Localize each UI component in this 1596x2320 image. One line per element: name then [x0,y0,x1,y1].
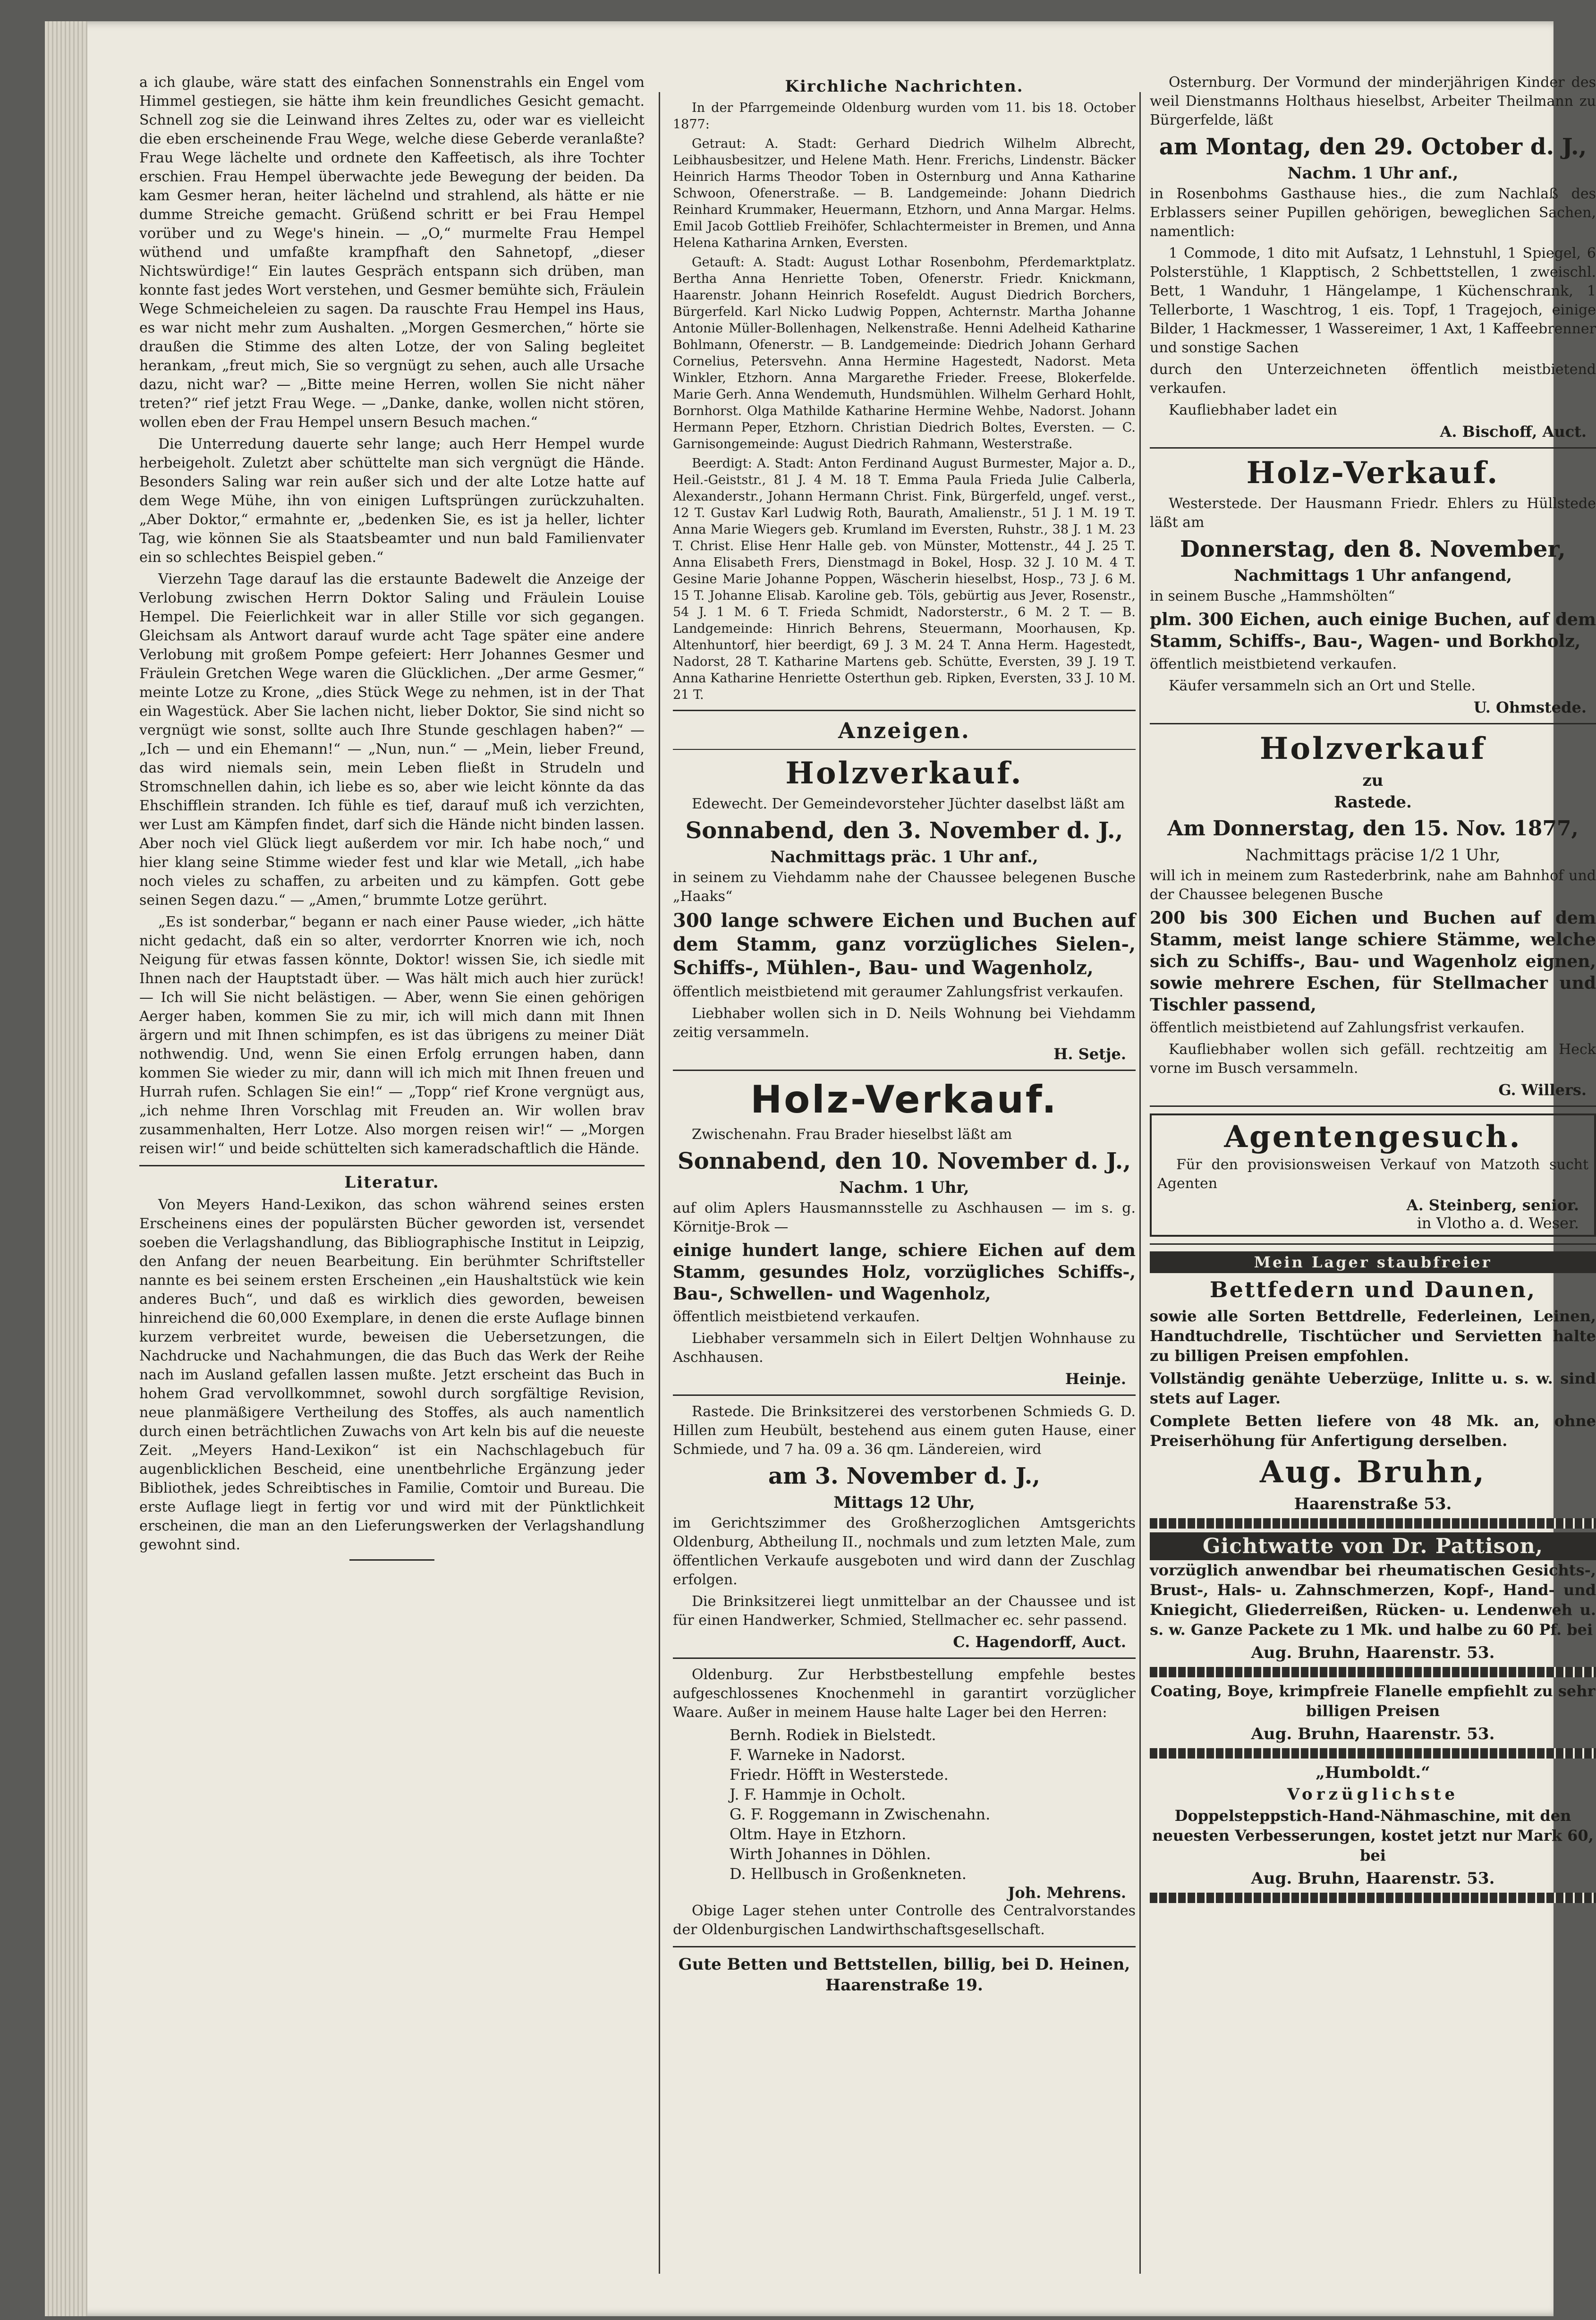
church-getauft: Getauft: A. Stadt: August Lothar Rosenbohm, Pferdemarktplatz. Bertha Anna Henriette Toben, Ofenerstr. Friedr. Knickmann, Haarenstr. Johann Heinrich Rosefeldt. August Diedrich Borchers, Bürgerfeld. Karl Nicko Ludwig Poppen, Achternstr. Martha Johanne Antonie Müller-Bollenhagen, Nelkenstraße. Henni Adelheid Katharine Bohlmann, Ofenerstr. — B. Landgemeinde: Diedrich Johann Gerhard Cornelius, Petersvehn. Anna Hermine Hagestedt, Nadorst. Meta Winkler, Etzhorn. Anna Margarethe Frieder. Freese, Blokerfelde. Marie Gerh. Anna Wendemuth, Hundsmühlen. Wilhelm Gerhard Hohlt, Bornhorst. Olga Mathilde Katharine Hermine Wehbe, Nadorst. Johann Hermann Peper, Etzhorn. Christian Diedrich Boltes, Eversten. — C. Garnisongemeinde: August Diedrich Rahmann, Westerstraße. [673,255,1136,451]
ad-terms: öffentlich meistbietend verkaufen. [1150,656,1397,672]
ad-intro: Westerstede. Der Hausmann Friedr. Ehlers zu Hüllstede läßt am [1150,495,1596,531]
ad-goods: 300 lange schwere Eichen und Buchen auf dem Stamm, ganz vorzügliches Sielen-, Schiffs-, Mühlen-, Bau- und Wagenholz, [673,909,1136,979]
divider [673,710,1136,711]
divider [673,1070,1136,1071]
ad-date: Sonnabend, den 10. November d. J., [677,1148,1131,1174]
ad-signature: Aug. Bruhn, Haarenstr. 53. [1251,1869,1495,1888]
ad-title: „Humboldt.“ [1316,1763,1430,1782]
ad-terms: öffentlich meistbietend auf Zahlungsfrist verkaufen. [1150,1020,1525,1036]
ad-date: Sonnabend, den 3. November d. J., [685,817,1123,844]
ad-place: in seinem zu Viehdamm nahe der Chaussee belegenen Busche „Haaks“ [673,869,1136,905]
ad-date: am Montag, den 29. October d. J., [1159,134,1587,160]
ad-meet: Liebhaber versammeln sich in Eilert Deltjen Wohnhause zu Aschhausen. [673,1330,1136,1366]
hatched-rule [1150,1748,1596,1759]
ad-signature: A. Steinberg, senior. [1406,1196,1579,1214]
divider [673,1657,1136,1659]
ads-heading: Anzeigen. [838,718,970,743]
ad-time: Nachmittags präc. 1 Uhr anf., [770,848,1038,867]
newspaper-page [45,21,1596,2316]
ad-text: Vollständig genähte Ueberzüge, Inlitte u. s. w. sind stets auf Lager. [1150,1369,1596,1407]
ad-signature: G. Willers. [1498,1081,1587,1099]
ad-signature: U. Ohmstede. [1473,698,1587,716]
church-beerdigt: Beerdigt: A. Stadt: Anton Ferdinand August Burmester, Major a. D., Heil.-Geiststr., 81 J. 4 M. 18 T. Emma Paula Frieda Julie Calberla, Alexanderstr., Johann Hermann Christ. Fink, Bürgerfeld, ungef. verst., 12 T. Gustav Karl Ludwig Roth, Baurath, Amalienstr., 51 J. 1 M. 19 T. Anna Marie Wiegers geb. Krumland im Eversten, Ruhstr., 38 J. 1 M. 23 T. Christ. Elise Henr Halle geb. von Münster, Mottenstr., 44 J. 25 T. Anna Elisabeth Frers, Dienstmagd in Bokel, Hosp. 32 J. 10 M. 4 T. Gesine Marie Johanne Poppen, Wäscherin hieselbst, Hosp., 73 J. 6 M. 15 T. Johanne Elisab. Karoline geb. Töls, gebürtig aus Jever, Rosenstr., 54 J. 1 M. 6 T. Frieda Schmidt, Nadorsterstr., 6 M. 2 T. — B. Landgemeinde: Hinrich Behrens, Steuermann, Moorhausen, Kp. Altenhuntorf, hier beerdigt, 69 J. 3 M. 24 T. Anna Herm. Hagestedt, Nadorst, 28 T. Katharine Martens geb. Schütte, Eversten, 39 J. 19 T. Anna Katharine Henriette Osterthun geb. Ripken, Eversten, 33 J. 10 M. 21 T. [673,456,1136,702]
ad-signature: Heinje. [1065,1370,1126,1388]
story-paragraph: „Es ist sonderbar,“ begann er nach einer Pause wieder, „ich hätte nicht gedacht, daß ein so alter, verdorrter Knorren wie ich, noch Neigung für etwas fassen könnte, Doktor! wissen Sie, ich siedle mit Ihnen nach der Hauptstadt über. — Was hält mich auch hier zurück! — Ich will Sie nicht belästigen. — Aber, wenn Sie einen gehörigen Aerger haben, kommen Sie zu mir, ich will mich dann mit Ihnen ärgern und mit Ihnen schimpfen, es ist das übrigens zu meiner Diät nothwendig. Und, wenn Sie einen Erfolg errungen haben, dann kommen Sie wieder zu mir, dann will ich mich mit Ihnen freuen und Hurrah rufen. Schlagen Sie ein!“ — „Topp“ rief Krone vergnügt aus, „ich nehme Ihren Vorschlag mit Freuden an. Wir wollen brav zusammenhalten, Herr Lotze. Also morgen reisen wir!“ — „Morgen reisen wir!“ und beide schüttelten sich kameradschaftlich die Hände. [139,914,645,1157]
ad-text: Coating, Boye, krimpfreie Flanelle empfiehlt zu sehr billigen Preisen [1150,1682,1596,1720]
ad-text: Für den provisionsweisen Verkauf von Matzoth sucht Agenten [1157,1156,1588,1192]
ad-meet: Kaufliebhaber wollen sich gefäll. rechtzeitig am Heck vorne im Busch versammeln. [1150,1041,1596,1077]
ad-bedding: Gute Betten und Bettstellen, billig, bei D. Heinen, Haarenstraße 19. [678,1955,1130,1995]
ad-note: Die Brinksitzerei liegt unmittelbar an der Chaussee und ist für einen Handwerker, Schmied, Stellmacher ec. sehr passend. [673,1593,1136,1629]
ad-text: Doppelsteppstich-Hand-Nähmaschine, mit den neuesten Verbesserungen, kostet jetzt nur Mark 60, bei [1152,1807,1594,1864]
ad-address: Haarenstraße 53. [1294,1495,1452,1513]
ad-signature: Joh. Mehrens. [1008,1884,1126,1902]
ad-title: Holzverkauf. [785,756,1023,791]
ad-header: Mein Lager staubfreier [1150,1251,1596,1273]
column-3 [1150,73,1596,1907]
list-item: Friedr. Höfft in Westerstede. [730,1766,949,1784]
ad-time: Nachm. 1 Uhr anf., [1287,164,1459,183]
divider [1150,723,1596,724]
ad-time: Mittags 12 Uhr, [833,1493,975,1512]
ad-date: Donnerstag, den 8. November, [1180,536,1566,562]
ad-items: 1 Commode, 1 dito mit Aufsatz, 1 Lehnstuhl, 1 Spiegel, 6 Polsterstühle, 1 Klapptisch, 2 Schbettstellen, 1 zweischl. Bett, 1 Wanduhr, 1 Hängelampe, 1 Küchenschrank, 1 Tellerborte, 1 Waschtrog, 1 eis. Topf, 1 Tragejoch, einige Bilder, 1 Hackmesser, 1 Wassereimer, 1 Axt, 1 Kaffeebrenner und sonstige Sachen [1150,245,1596,356]
hatched-rule [1150,1518,1596,1529]
ad-intro: Rastede. Die Brinksitzerei des verstorbenen Schmieds G. D. Hillen zum Heubült, bestehend aus einem guten Hause, einer Schmiede, und 7 ha. 09 a. 36 qm. Ländereien, wird [673,1403,1136,1458]
literature-heading: Literatur. [344,1173,440,1192]
divider [1150,1105,1596,1107]
list-item: Oltm. Haye in Etzhorn. [730,1825,907,1843]
list-item: F. Warneke in Nadorst. [730,1746,906,1764]
ad-meet: Liebhaber wollen sich in D. Neils Wohnung bei Viehdamm zeitig versammeln. [673,1005,1136,1041]
ad-zu: zu [1362,771,1384,790]
ad-goods: plm. 300 Eichen, auch einige Buchen, auf dem Stamm, Schiffs-, Bau-, Wagen- und Borkholz, [1150,610,1596,651]
list-item: D. Hellbusch in Großenkneten. [730,1865,967,1883]
ad-goods: einige hundert lange, schiere Eichen auf dem Stamm, gesundes Holz, vorzügliches Schiffs-, Bau-, Schwellen- und Wagenholz, [673,1241,1136,1304]
ad-place: will ich in meinem zum Rastederbrink, nahe am Bahnhof und der Chaussee belegenen Busche [1150,867,1596,903]
column-2 [673,73,1136,1997]
end-rule [349,1559,434,1561]
ad-place: in Rosenbohms Gasthause hies., die zum Nachlaß des Erblassers seiner Pupillen gehörigen, beweglichen Sachen, namentlich: [1150,186,1596,240]
page-edge [45,21,87,2316]
column-rule [659,92,660,2274]
ad-town: Rastede. [1334,793,1412,812]
ad-intro: Edewecht. Der Gemeindevorsteher Jüchter daselbst läßt am [692,796,1125,812]
hatched-rule [1150,1667,1596,1677]
ad-signature: H. Setje. [1053,1045,1126,1063]
ad-note: Obige Lager stehen unter Controlle des Centralvorstandes der Oldenburgischen Landwirthschaftsgesellschaft. [673,1903,1136,1938]
ad-signature: C. Hagendorff, Auct. [953,1633,1126,1651]
ad-meet: Kaufliebhaber ladet ein [1169,402,1337,418]
list-item: G. F. Roggemann in Zwischenahn. [730,1805,991,1823]
ad-goods: 200 bis 300 Eichen und Buchen auf dem Stamm, meist lange schiere Stämme, welche sich zu Schiffs-, Bau- und Wagenholz eignen, sowie mehrere Eschen, für Stellmacher und Tischler passend, [1150,908,1596,1015]
ad-title: Gichtwatte von Dr. Pattison, [1150,1532,1596,1560]
ad-signature: Aug. Bruhn, Haarenstr. 53. [1251,1643,1495,1662]
ad-place: in seinem Busche „Hammshölten“ [1150,588,1395,604]
ad-title: Holzverkauf [1259,731,1486,766]
ad-terms: öffentlich meistbietend mit geraumer Zahlungsfrist verkaufen. [673,984,1124,1000]
literature-text: Von Meyers Hand-Lexikon, das schon während seines ersten Erscheinens eines der populärsten Bücher geworden ist, versendet soeben die Verlagshandlung, das Bibliographische Institut in Leipzig, den Anfang der neuen Bearbeitung. Ein berühmter Schriftsteller nannte es bei seinem ersten Erscheinen „ein Haushaltstück wie kein anderes Buch“, und daß es wirklich dies geworden, beweisen hinreichend die 60,000 Exemplare, in denen die erste Auflage binnen kurzem verbreitet wurde, beweisen die Uebersetzungen, die Nachdrucke und Nachahmungen, die das Buch das Werk der Reihe nach im Ausland gefallen lassen mußte. Jetzt erscheint das Buch in hohem Grad vervollkommnet, sowohl durch sorgfältige Revision, neue planmäßigere Vertheilung des Stoffes, als auch namentlich durch einen beträchtlichen Zuwachs von Art keln bis auf die neueste Zeit. „Meyers Hand-Lexikon“ ist ein Nachschlagebuch für augenblicklichen Bescheid, eine unentbehrliche Ergänzung jeder Bibliothek, jedes Schreibtisches in Familie, Comtoir und Bureau. Die erste Auflage liegt in fertig vor und wird mit der Pünktlichkeit erscheinen, die man an den Lieferungswerken der Verlagshandlung gewohnt sind. [139,1197,645,1553]
ad-text: Complete Betten liefere von 48 Mk. an, ohne Preiserhöhung für Anfertigung derselben. [1150,1412,1596,1450]
ad-terms: öffentlich meistbietend verkaufen. [673,1309,920,1325]
list-item: J. F. Hammje in Ocholt. [730,1785,906,1803]
ad-place: im Gerichtszimmer des Großherzoglichen Amtsgerichts Oldenburg, Abtheilung II., nochmals und zum letzten Male, zum öffentlichen Verkaufe ausgeboten und wird dann der Zuschlag erfolgen. [673,1515,1136,1588]
ad-title: Holz-Verkauf. [1246,455,1500,491]
divider [1150,447,1596,449]
ad-time: Nachmittags 1 Uhr anfangend, [1233,566,1512,585]
ad-time: Nachm. 1 Uhr, [839,1178,969,1197]
story-paragraph: Vierzehn Tage darauf las die erstaunte Badewelt die Anzeige der Verlobung zwischen Herrn Doktor Saling und Fräulein Louise Hempel. Die Feierlichkeit war in aller Stille vor sich gegangen. Gleichsam als Antwort darauf wurde acht Tage später eine andere Verlobung mit großem Pompe gefeiert: Herr Johannes Gesmer und Fräulein Gretchen Wege waren die Glücklichen. „Der arme Gesmer,“ meinte Lotze zu Krone, „dies Stück Wege zu nehmen, ist in der That ein Wagestück. Aber Sie lachen nicht, lieber Doktor, Sie sind nicht so vergnügt wie sonst, sollte auch Ihre Stunde geschlagen haben?“ — „Ich — und ein Ehemann!“ — „Nun, nun.“ — „Mein, lieber Freund, das wird niemals sein, mein Leben fließt in Strudeln und Stromschnellen dahin, ich liebe es so, aber wie leicht könnte da das Ehschifflein stranden. Ich fühle es tief, darauf muß ich verzichten, wer Lust am Kämpfen findet, darf sich die Hände nicht binden lassen. Aber noch viel Glück liegt außerdem vor mir. Ich habe noch,“ und hier klang seine Stimme wieder fest und klar wie Metall, „ich habe noch vieles zu schaffen, zu arbeiten und zu kämpfen. Gott gebe seinen Segen dazu.“ — „Amen,“ brummte Lotze gerührt. [139,571,645,909]
ad-title: Holz-Verkauf. [750,1078,1058,1122]
hatched-rule [1150,1893,1596,1903]
story-paragraph: a ich glaube, wäre statt des einfachen Sonnenstrahls ein Engel vom Himmel gestiegen, sie hätte ihm kein freundliches Gesicht gemacht. Schnell zog sie die Leinwand ihres Zeltes zu, oder war es vielleicht die eben erscheinende Frau Wege, welche diese Geberde veranlaßte? Frau Wege lächelte und ordnete den Kaffeetisch, als ihre Tochter erschien. Frau Hempel überwachte jede Bewegung der beiden. Da kam Gesmer heran, heiter lächelnd und strahlend, als hätte er nie dumme Streiche gemacht. Grüßend schritt er bei Frau Hempel vorüber und zu Wege's hinein. — „O,“ murmelte Frau Hempel wüthend und umfaßte krampfhaft den Sahnetopf, „dieser Nichtswürdige!“ Ein lautes Gespräch entspann sich drüben, man konnte fast jedes Wort verstehen, und Gesmer bemühte sich, Fräulein Wege Schmeicheleien zu sagen. Da rauschte Frau Hempel ins Haus, es war nicht mehr zum Aushalten. „Morgen Gesmerchen,“ hörte sie draußen die Stimme des alten Lotze, der von Saling begleitet herankam, „freut mich, Sie so vergnügt zu sehen, auch alle Ursache dazu, nicht war? — „Bitte meine Herren, wollen Sie nicht näher treten?“ rief jetzt Frau Wege. — „Danke, danke, wollen nicht stören, wollen eben der Frau Hempel unsern Besuch machen.“ [139,74,645,431]
church-news-heading: Kirchliche Nachrichten. [785,77,1024,96]
church-getraut: Getraut: A. Stadt: Gerhard Diedrich Wilhelm Albrecht, Leibhausbesitzer, und Helene Math. Henr. Frerichs, Lindenstr. Bäcker Heinrich Harms Theodor Toben in Osternburg und Anna Katharine Schwoon, Ofenerstraße. — B. Landgemeinde: Johann Diedrich Reinhard Krummaker, Heuermann, Etzhorn, und Anna Margar. Helms. Emil Jacob Gottlieb Freihöfer, Schlachtermeister in Bremen, und Anna Helena Katharina Arnken, Eversten. [673,136,1136,250]
ad-intro: Zwischenahn. Frau Brader hieselbst läßt am [692,1126,1012,1143]
column-rule [1139,92,1141,2274]
divider [673,749,1136,750]
ad-intro: Oldenburg. Zur Herbstbestellung empfehle bestes aufgeschlossenes Knochenmehl in garantirt vorzüglicher Waare. Außer in meinem Hause halte Lager bei den Herren: [673,1666,1136,1721]
ad-terms: durch den Unterzeichneten öffentlich meistbietend verkaufen. [1150,361,1596,397]
ad-place: auf olim Aplers Hausmannsstelle zu Aschhausen — im s. g. Körnitje-Brok — [673,1200,1136,1235]
dealer-list [673,1725,1136,1884]
ad-title: Bettfedern und Daunen, [1209,1277,1537,1302]
ad-signature: A. Bischoff, Auct. [1440,423,1587,441]
ad-text: sowie alle Sorten Bettdrelle, Federleinen, Leinen, Handtuchdrelle, Tischtücher und Servietten halte zu billigen Preisen empfohlen. [1150,1307,1596,1365]
agent-ad [1150,1113,1596,1237]
ad-meet: Käufer versammeln sich an Ort und Stelle. [1169,678,1476,694]
church-intro: In der Pfarrgemeinde Oldenburg wurden vom 11. bis 18. October 1877: [673,101,1136,132]
ad-signature: Aug. Bruhn, [1259,1454,1486,1490]
ad-place: in Vlotho a. d. Weser. [1417,1214,1579,1232]
divider [673,1946,1136,1947]
divider [1150,1243,1596,1245]
ad-text: vorzüglich anwendbar bei rheumatischen Gesichts-, Brust-, Hals- u. Zahnschmerzen, Kopf-, Hand- und Kniegicht, Gliederreißen, Rücken- u. Lendenweh u. s. w. Ganze Packete zu 1 Mk. und halbe zu 60 Pf. bei [1150,1561,1596,1639]
ad-subtitle: Vorzüglichste [1287,1785,1459,1804]
ad-date: am 3. November d. J., [768,1463,1041,1489]
ad-date: Am Donnerstag, den 15. Nov. 1877, [1167,816,1579,841]
story-paragraph: Die Unterredung dauerte sehr lange; auch Herr Hempel wurde herbeigeholt. Zuletzt aber schüttelte man sich vergnügt die Hände. Besonders Saling war rein außer sich und der alte Lotze hatte auf dem Wege Mühe, ihn von einigen Luftsprüngen zurückzuhalten. „Aber Doktor,“ ermahnte er, „bedenken Sie, es ist ja heller, lichter Tag, wie können Sie als Staatsbeamter und nun bald Familienvater ein so schlechtes Beispiel geben.“ [139,436,645,566]
list-item: Wirth Johannes in Döhlen. [730,1845,931,1863]
ad-title: Agentengesuch. [1224,1119,1522,1155]
column-1 [139,73,645,1565]
ad-intro: Osternburg. Der Vormund der minderjährigen Kinder des weil Dienstmanns Holthaus hieselbst, Arbeiter Theilmann zu Bürgerfelde, läßt [1150,74,1596,128]
list-item: Bernh. Rodiek in Bielstedt. [730,1726,936,1744]
divider [673,1394,1136,1396]
ad-signature: Aug. Bruhn, Haarenstr. 53. [1251,1725,1495,1743]
ad-time: Nachmittags präcise 1/2 1 Uhr, [1245,846,1501,865]
divider [139,1165,645,1166]
